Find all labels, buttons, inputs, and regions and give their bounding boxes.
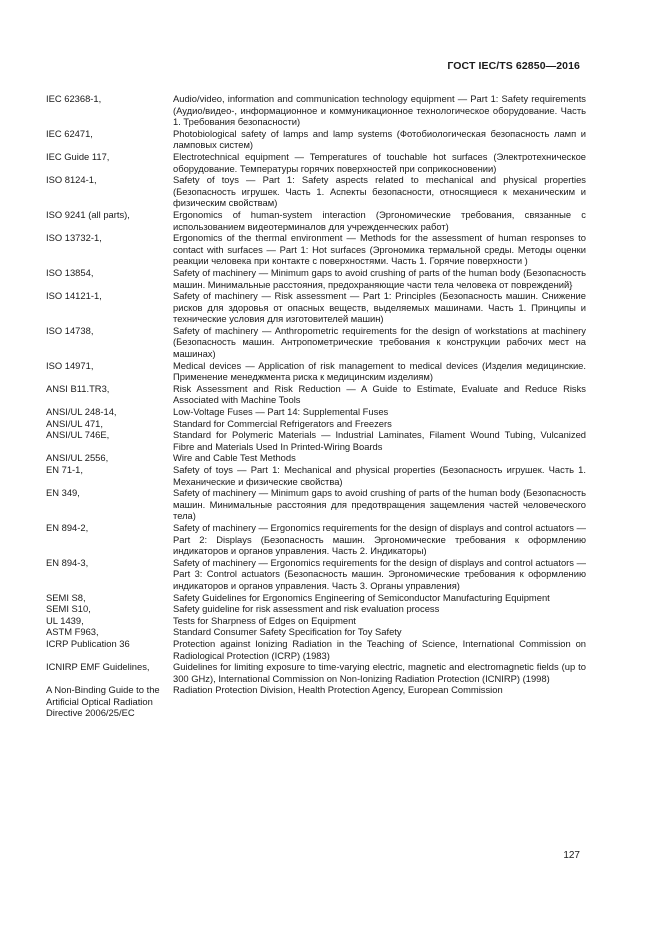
reference-entry (46, 452, 586, 464)
reference-entry (46, 522, 586, 557)
reference-code: ANSI B11.TR3, (46, 382, 110, 394)
reference-description: Standard Consumer Safety Specification for Toy Safety (173, 626, 402, 638)
reference-description: Safety of machinery — Ergonomics requirements for the design of displays and control actuators — Part 3: Control actuators (Безопасность машин. Эргономические требования к оформлению индикаторов и органов управления. Часть 3. Органы управления) (173, 556, 586, 591)
reference-entry (46, 360, 586, 383)
reference-description: Wire and Cable Test Methods (173, 452, 296, 464)
reference-code: ISO 14121-1, (46, 290, 102, 302)
reference-entry (46, 661, 586, 684)
reference-description: Radiation Protection Division, Health Protection Agency, European Commission (173, 684, 503, 696)
reference-entry (46, 209, 586, 232)
reference-description: Ergonomics of the thermal environment — Methods for the assessment of human responses to contact with surfaces — Part 1: Hot surfaces (Эргономика термальной среды. Методы оценки реакции человека при контакте с поверхностями. Часть 1. Горячие поверхности ) (173, 232, 586, 267)
reference-code: ICRP Publication 36 (46, 637, 130, 649)
reference-code: SEMI S8, (46, 591, 86, 603)
reference-code: IEC 62471, (46, 127, 93, 139)
reference-entry (46, 383, 586, 406)
reference-description: Audio/video, information and communication technology equipment — Part 1: Safety requirements (Аудио/видео-, информационное и коммуникационное технологическое оборудование. Часть 1. Требования безопасности) (173, 93, 586, 128)
reference-entry (46, 151, 586, 174)
reference-code: ISO 13854, (46, 266, 94, 278)
reference-description: Safety of toys — Part 1: Safety aspects related to mechanical and physical properties (Безопасность игрушек. Часть 1. Аспекты безопасности, относящиеся к механическим и физическим свойствам) (173, 174, 586, 209)
reference-description: Photobiological safety of lamps and lamp systems (Фотобиологическая безопасность ламп и ламповых систем) (173, 127, 586, 151)
reference-code: ISO 8124-1, (46, 174, 97, 186)
reference-entry (46, 557, 586, 592)
reference-code: ANSI/UL 2556, (46, 452, 109, 464)
page-number: 127 (563, 850, 580, 861)
reference-code: ANSI/UL 746E, (46, 429, 110, 441)
reference-entry (46, 325, 586, 360)
reference-code: EN 894-3, (46, 556, 89, 568)
reference-entry (46, 267, 586, 290)
reference-description: Safety of machinery — Risk assessment — Part 1: Principles (Безопасность машин. Снижение рисков для здоровья от опасных веществ, выделяемых машинами. Часть 1. Принципы и технические условия для изготовителей машин) (173, 290, 586, 325)
reference-code: EN 71-1, (46, 464, 83, 475)
reference-entry (46, 429, 586, 452)
reference-entry (46, 93, 586, 128)
reference-description: Risk Assessment and Risk Reduction — A Guide to Estimate, Evaluate and Reduce Risks Associated with Machine Tools (173, 382, 586, 406)
reference-code: ASTM F963, (46, 626, 99, 638)
reference-code: ISO 9241 (all parts), (46, 208, 130, 220)
reference-description: Protection against Ionizing Radiation in the Teaching of Science, International Commission on Radiological Protection (ICRP) (1983) (173, 637, 586, 661)
reference-entry (46, 487, 586, 522)
reference-entry (46, 290, 586, 325)
reference-code: UL 1439, (46, 614, 84, 626)
reference-code: ISO 13732-1, (46, 232, 102, 244)
reference-description: Guidelines for limiting exposure to time-varying electric, magnetic and electromagnetic fields (up to 300 GHz), International Commission on Non-Ionizing Radiation Protection (ICNIRP) (1998) (173, 661, 586, 684)
reference-entry (46, 638, 586, 661)
reference-entry (46, 128, 586, 151)
reference-description: Safety of machinery — Ergonomics requirements for the design of displays and control actuators — Part 2: Displays (Безопасность машин. Эргономические требования к оформлению индикаторов и органов управления. Часть 2. Индикаторы) (173, 521, 586, 557)
reference-code: ANSI/UL 471, (46, 417, 103, 429)
reference-code: IEC Guide 117, (46, 150, 110, 162)
reference-description: Safety of machinery — Minimum gaps to avoid crushing of parts of the human body (Безопасность машин. Минимальные расстояния для предотвращения защемления частей человеческого тела) (173, 487, 586, 522)
reference-code: IEC 62368-1, (46, 93, 102, 104)
reference-code: ISO 14971, (46, 359, 94, 371)
reference-description: Low-Voltage Fuses — Part 14: Supplemental Fuses (173, 406, 389, 418)
document-header-standard: ГОСТ IEC/TS 62850—2016 (447, 60, 580, 72)
reference-entry (46, 626, 586, 638)
reference-entry (46, 592, 586, 604)
reference-entry (46, 684, 586, 719)
reference-description: Safety of machinery — Minimum gaps to avoid crushing of parts of the human body (Безопасность машин. Минимальные расстояния, предохраняющие части тела человека от повреждений} (173, 266, 586, 290)
reference-description: Ergonomics of human-system interaction (Эргономические требования, связанные с использованием видеотерминалов для учрежденческих работ) (173, 208, 586, 232)
reference-description: Standard for Commercial Refrigerators and Freezers (173, 417, 392, 429)
reference-entry (46, 232, 586, 267)
reference-entry (46, 615, 586, 627)
reference-description: Tests for Sharpness of Edges on Equipment (173, 614, 356, 626)
reference-code: ICNIRP EMF Guidelines, (46, 661, 150, 673)
reference-code: SEMI S10, (46, 603, 91, 615)
reference-description: Safety guideline for risk assessment and risk evaluation process (173, 603, 440, 615)
reference-entry (46, 418, 586, 430)
reference-entry (46, 174, 586, 209)
reference-entry (46, 406, 586, 418)
reference-code: ANSI/UL 248-14, (46, 406, 117, 418)
reference-code: EN 894-2, (46, 521, 89, 533)
reference-entry (46, 464, 586, 487)
reference-description: Standard for Polymeric Materials — Industrial Laminates, Filament Wound Tubing, Vulcanized Fibre and Materials Used In Printed-Wiring Boards (173, 429, 586, 452)
reference-description: Safety Guidelines for Ergonomics Engineering of Semiconductor Manufacturing Equipment (173, 591, 550, 603)
reference-code: A Non-Binding Guide to the Artificial Optical Radiation Directive 2006/25/EC (46, 684, 160, 719)
reference-description: Electrotechnical equipment — Temperatures of touchable hot surfaces (Электротехническое оборудование. Температуры горячих поверхностей при соприкосновении) (173, 150, 586, 174)
reference-description: Safety of toys — Part 1: Mechanical and physical properties (Безопасность игрушек. Часть 1. Механические и физические свойства) (173, 464, 586, 487)
reference-description: Medical devices — Application of risk management to medical devices (Изделия медицинские. Применение менеджмента риска к медицинским изделиям) (173, 359, 586, 383)
reference-description: Safety of machinery — Anthropometric requirements for the design of workstations at machinery (Безопасность машин. Антропометрические требования к конструкции рабочих мест на машинах) (173, 324, 586, 360)
reference-code: ISO 14738, (46, 324, 94, 336)
reference-entry (46, 603, 586, 615)
reference-list (46, 93, 586, 719)
reference-code: EN 349, (46, 487, 80, 499)
